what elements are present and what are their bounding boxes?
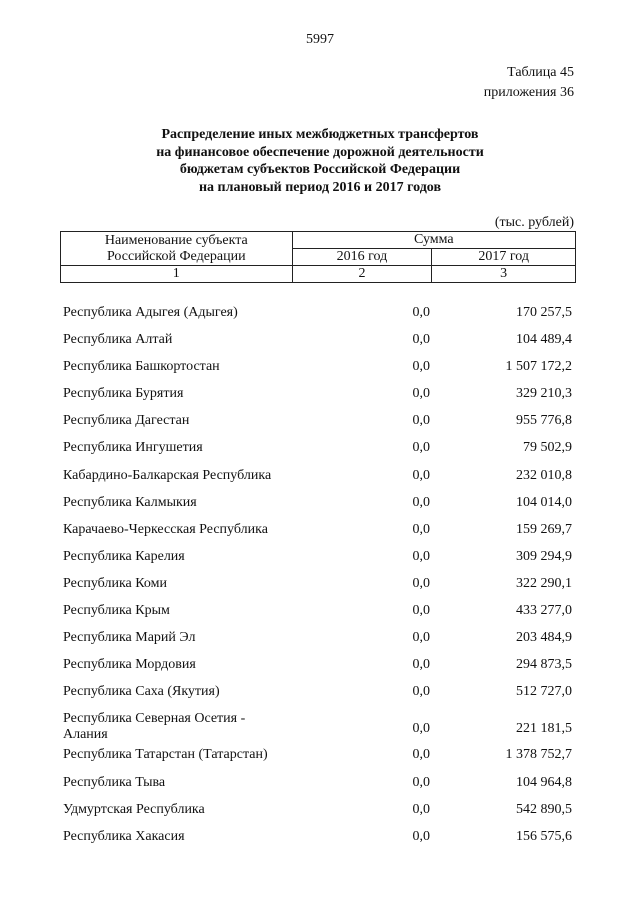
subject-name: Республика Марий Эл xyxy=(63,630,196,646)
table-row xyxy=(0,711,640,747)
subject-name: Республика Адыгея (Адыгея) xyxy=(63,305,238,320)
value-2017: 433 277,0 xyxy=(516,603,572,619)
header-year-2017: 2017 год xyxy=(432,249,576,266)
table-row xyxy=(0,802,640,829)
value-2017: 104 489,4 xyxy=(516,332,572,348)
table-row xyxy=(0,332,640,359)
value-2017: 542 890,5 xyxy=(516,801,572,817)
value-2017: 203 484,9 xyxy=(516,630,572,646)
value-2017: 104 014,0 xyxy=(516,494,572,510)
value-2016: 0,0 xyxy=(412,657,430,673)
value-2016: 0,0 xyxy=(412,440,430,456)
subject-name: Республика Алтай xyxy=(63,332,173,348)
value-2017: 322 290,1 xyxy=(516,575,572,591)
value-2016: 0,0 xyxy=(412,774,430,790)
subject-name: Республика Дагестан xyxy=(63,413,190,429)
value-2017: 159 269,7 xyxy=(516,521,572,537)
title-line: на финансовое обеспечение дорожной деятельности xyxy=(156,144,484,160)
table-row xyxy=(0,359,640,386)
subject-name: Республика Бурятия xyxy=(63,386,184,402)
table-number: Таблица 45 xyxy=(507,65,574,80)
subject-name: Республика Башкортостан xyxy=(63,359,220,375)
table-row xyxy=(0,657,640,684)
value-2017: 329 210,3 xyxy=(516,386,572,402)
header-col-number: 1 xyxy=(61,266,293,283)
table-row xyxy=(0,468,640,495)
table-row xyxy=(0,829,640,856)
value-2017: 294 873,5 xyxy=(516,657,572,673)
value-2016: 0,0 xyxy=(412,413,430,429)
value-2017: 104 964,8 xyxy=(516,774,572,790)
value-2017: 156 575,6 xyxy=(516,828,572,844)
value-2017: 1 378 752,7 xyxy=(505,747,572,763)
table-row xyxy=(0,576,640,603)
header-subject-name: Наименование субъекта Российской Федерации xyxy=(61,232,293,266)
value-2016: 0,0 xyxy=(412,630,430,646)
value-2016: 0,0 xyxy=(412,721,430,737)
table-row xyxy=(0,440,640,467)
subject-name: Республика Тыва xyxy=(63,774,166,790)
value-2017: 955 776,8 xyxy=(516,413,572,429)
table-row xyxy=(0,630,640,657)
header-year-2016: 2016 год xyxy=(292,249,432,266)
table-row xyxy=(0,495,640,522)
value-2017: 79 502,9 xyxy=(523,440,572,456)
appendix-number: приложения 36 xyxy=(483,85,574,100)
title-line: бюджетам субъектов Российской Федерации xyxy=(179,162,461,177)
value-2016: 0,0 xyxy=(412,548,430,564)
subject-name: Карачаево-Черкесская Республика xyxy=(63,521,268,537)
subject-name: Республика Ингушетия xyxy=(63,440,203,456)
subject-name: Республика Саха (Якутия) xyxy=(63,684,220,700)
table-row xyxy=(0,684,640,711)
value-2017: 232 010,8 xyxy=(516,467,572,483)
value-2016: 0,0 xyxy=(412,467,430,483)
subject-name: Кабардино-Балкарская Республика xyxy=(63,467,272,483)
value-2016: 0,0 xyxy=(412,603,430,619)
subject-name: Республика Татарстан (Татарстан) xyxy=(63,747,268,763)
value-2016: 0,0 xyxy=(412,575,430,591)
title-line: на плановый период 2016 и 2017 годов xyxy=(198,179,442,195)
table-row xyxy=(0,775,640,802)
header-sum: Сумма xyxy=(292,232,575,249)
table-header xyxy=(60,231,576,283)
value-2016: 0,0 xyxy=(412,386,430,402)
value-2016: 0,0 xyxy=(412,801,430,817)
value-2016: 0,0 xyxy=(412,747,430,763)
value-2016: 0,0 xyxy=(412,828,430,844)
table-row xyxy=(0,603,640,630)
subject-name: Республика Мордовия xyxy=(63,657,196,673)
units-label: (тыс. рублей) xyxy=(494,215,574,230)
table-row xyxy=(0,413,640,440)
subject-name: Удмуртская Республика xyxy=(63,801,205,817)
value-2017: 1 507 172,2 xyxy=(505,359,572,375)
value-2017: 170 257,5 xyxy=(516,305,572,320)
value-2016: 0,0 xyxy=(412,359,430,375)
subject-name: Республика Калмыкия xyxy=(63,494,197,510)
table-body xyxy=(0,305,640,856)
header-col-number: 2 xyxy=(292,266,432,283)
table-row xyxy=(0,522,640,549)
value-2016: 0,0 xyxy=(412,521,430,537)
table-row xyxy=(0,305,640,332)
value-2016: 0,0 xyxy=(412,494,430,510)
header-col-number: 3 xyxy=(432,266,576,283)
value-2016: 0,0 xyxy=(412,332,430,348)
subject-name: Республика Коми xyxy=(63,575,167,591)
value-2016: 0,0 xyxy=(412,305,430,320)
value-2017: 512 727,0 xyxy=(516,684,572,700)
subject-name: Республика Крым xyxy=(63,603,170,619)
table-row xyxy=(0,747,640,774)
page-number: 5997 xyxy=(306,32,334,47)
document-title xyxy=(0,126,640,196)
title-line: Распределение иных межбюджетных трансфертов xyxy=(161,127,479,142)
table-row xyxy=(0,549,640,576)
value-2017: 221 181,5 xyxy=(516,721,572,737)
subject-name: Республика Карелия xyxy=(63,548,185,564)
subject-name: Республика Хакасия xyxy=(63,828,185,844)
value-2017: 309 294,9 xyxy=(516,548,572,564)
table-row xyxy=(0,386,640,413)
subject-name: Республика Северная Осетия - Алания xyxy=(63,711,246,743)
value-2016: 0,0 xyxy=(412,684,430,700)
